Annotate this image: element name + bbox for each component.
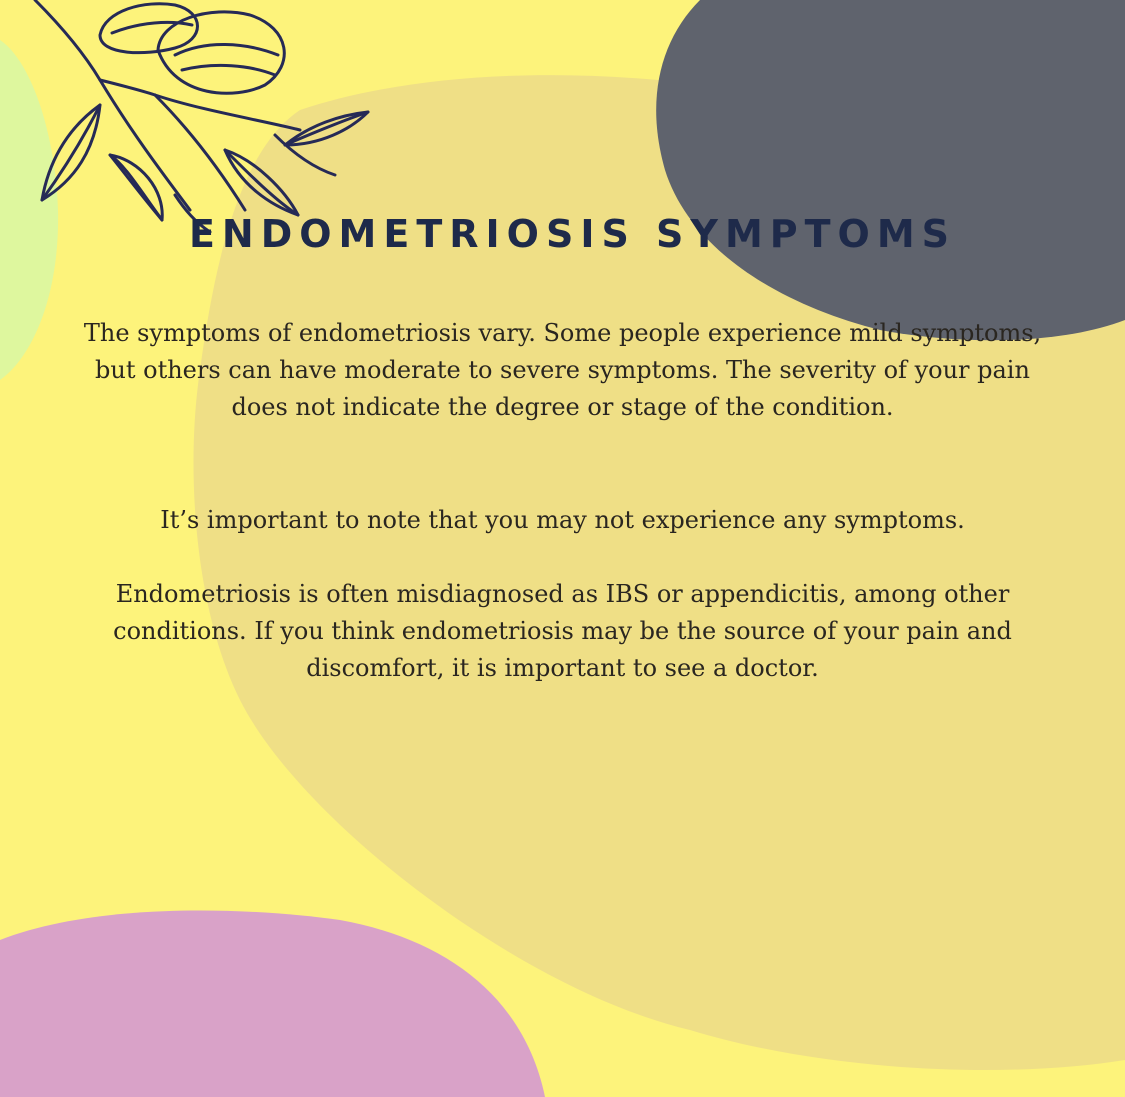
green-blob xyxy=(0,40,58,380)
paragraph-symptoms-vary: The symptoms of endometriosis vary. Some people experience mild symptoms, but others can have moderate to severe symptoms. The severity of your pain does not indicate the degree or stage of the condition. xyxy=(83,319,1042,421)
page-title: ENDOMETRIOSIS SYMPTOMS xyxy=(188,212,957,256)
paragraph-no-symptoms: It’s important to note that you may not experience any symptoms. xyxy=(160,506,965,534)
pink-blob xyxy=(0,910,545,1097)
paragraph-misdiagnosis: Endometriosis is often misdiagnosed as IBS or appendicitis, among other conditions. If you think endometriosis may be the source of your pain and discomfort, it is important to see a doctor. xyxy=(113,580,1012,682)
